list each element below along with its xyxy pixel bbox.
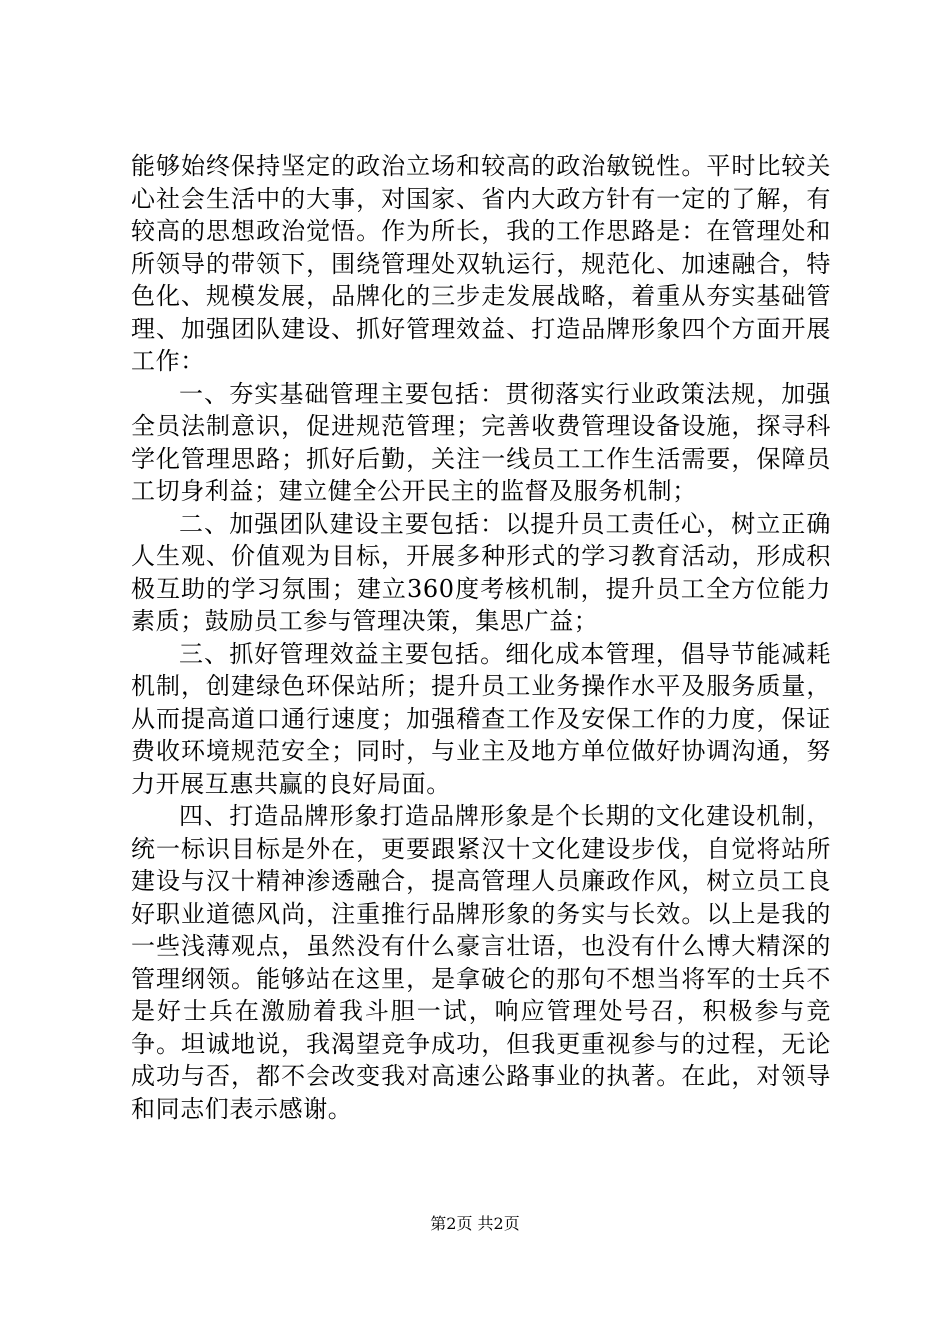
- paragraph-2: 一、夯实基础管理主要包括：贯彻落实行业政策法规，加强全员法制意识，促进规范管理；完善收费管理设备设施，探寻科学化管理思路；抓好后勤，关注一线员工工作生活需要，保障员工切身利益；建立健全公开民主的监督及服务机制；: [131, 379, 831, 505]
- paragraph-5: 四、打造品牌形象打造品牌形象是个长期的文化建设机制，统一标识目标是外在，更要跟紧汉十文化建设步伐，自觉将站所建设与汉十精神渗透融合，提高管理人员廉政作风，树立员工良好职业道德风尚，注重推行品牌形象的务实与长效。以上是我的一些浅薄观点，虽然没有什么豪言壮语，也没有什么博大精深的管理纲领。能够站在这里，是拿破仑的那句不想当将军的士兵不是好士兵在激励着我斗胆一试，响应管理处号召，积极参与竞争。坦诚地说，我渴望竞争成功，但我更重视参与的过程，无论成功与否，都不会改变我对高速公路事业的执著。在此，对领导和同志们表示感谢。: [131, 802, 831, 1123]
- document-body: [131, 150, 831, 1125]
- paragraph-1: 能够始终保持坚定的政治立场和较高的政治敏锐性。平时比较关心社会生活中的大事，对国家、省内大政方针有一定的了解，有较高的思想政治觉悟。作为所长，我的工作思路是：在管理处和所领导的带领下，围绕管理处双轨运行，规范化、加速融合，特色化、规模发展，品牌化的三步走发展战略，着重从夯实基础管理、加强团队建设、抓好管理效益、打造品牌形象四个方面开展工作：: [131, 152, 831, 375]
- paragraph-3: 二、加强团队建设主要包括：以提升员工责任心，树立正确人生观、价值观为目标，开展多种形式的学习教育活动，形成积极互助的学习氛围；建立360度考核机制，提升员工全方位能力素质；鼓励员工参与管理决策，集思广益；: [131, 509, 831, 635]
- page-footer: 第2页 共2页: [430, 1214, 520, 1233]
- paragraph-4: 三、抓好管理效益主要包括。细化成本管理，倡导节能减耗机制，创建绿色环保站所；提升员工业务操作水平及服务质量，从而提高道口通行速度；加强稽查工作及安保工作的力度，保证费收环境规范安全；同时，与业主及地方单位做好协调沟通，努力开展互惠共赢的良好局面。: [131, 639, 831, 798]
